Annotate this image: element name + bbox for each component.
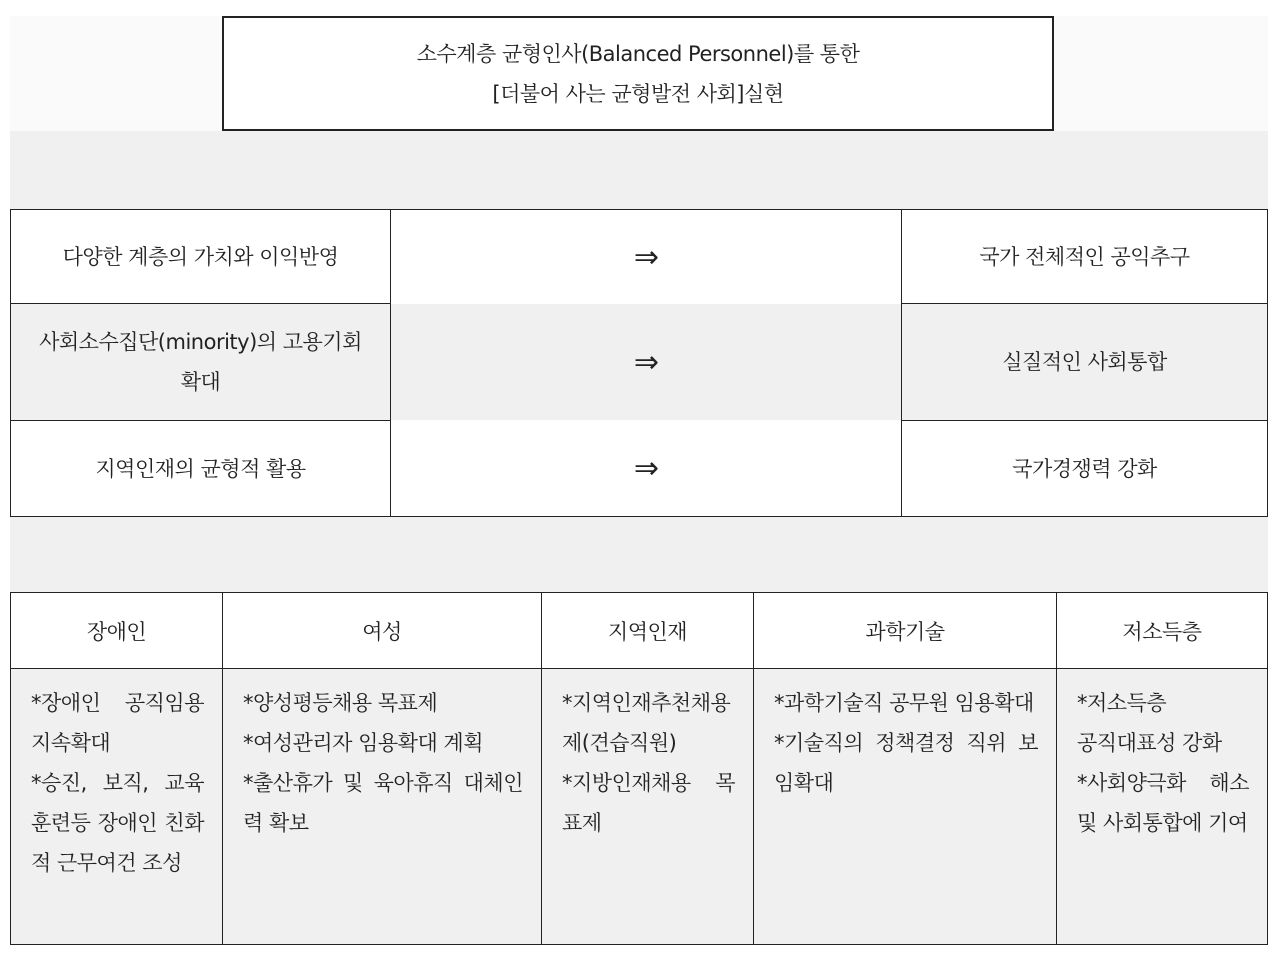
body-low-income	[1056, 668, 1268, 945]
arrow-icon: ⇒	[391, 209, 902, 304]
header-science-tech: 과학기술	[753, 592, 1057, 669]
body-line: *양성평등채용 목표제	[243, 691, 438, 715]
flow-right-1: 국가 전체적인 공익추구	[901, 209, 1268, 304]
header-disabled: 장애인	[10, 592, 223, 669]
body-women	[222, 668, 542, 945]
body-line: *과학기술직 공무원 임용확대	[774, 691, 1034, 715]
arrow-icon: ⇒	[633, 344, 660, 380]
title-box	[222, 16, 1054, 131]
title-line-2: [더불어 사는 균형발전 사회]실현	[492, 81, 784, 106]
flow-left-2	[10, 303, 391, 421]
body-line: *기술직의 정책결정 직위 보임확대	[774, 731, 1038, 795]
body-science-tech	[753, 668, 1057, 945]
body-line: *지역인재추천채용제(견습직원)	[562, 691, 731, 755]
gap-band-2	[10, 516, 1268, 592]
flow-left-1: 다양한 계층의 가치와 이익반영	[10, 209, 391, 304]
arrow-icon: ⇒	[391, 420, 902, 517]
body-disabled	[10, 668, 223, 945]
header-low-income: 저소득층	[1056, 592, 1268, 669]
body-line: *장애인 공직임용 지속확대	[31, 691, 204, 755]
title-line-1: 소수계층 균형인사(Balanced Personnel)를 통한	[416, 41, 860, 66]
flow-left-3: 지역인재의 균형적 활용	[10, 420, 391, 517]
body-line: *저소득층	[1077, 691, 1167, 715]
header-women: 여성	[222, 592, 542, 669]
header-local-talent: 지역인재	[541, 592, 754, 669]
body-line: *출산휴가 및 육아휴직 대체인력 확보	[243, 771, 523, 835]
flow-left-2-line-2: 확대	[180, 370, 221, 394]
body-line: *승진, 보직, 교육훈련등 장애인 친화적 근무여건 조성	[31, 771, 204, 875]
body-line: 공직대표성 강화	[1077, 731, 1222, 755]
body-local-talent	[541, 668, 754, 945]
gap-band-1	[10, 131, 1268, 209]
flow-right-2: 실질적인 사회통합	[901, 303, 1268, 421]
flow-right-3: 국가경쟁력 강화	[901, 420, 1268, 517]
body-line: *지방인재채용 목표제	[562, 771, 735, 835]
flow-left-2-line-1: 사회소수집단(minority)의 고용기회	[39, 330, 362, 354]
body-line: *사회양극화 해소 및 사회통합에 기여	[1077, 771, 1249, 835]
body-line: *여성관리자 임용확대 계획	[243, 731, 483, 755]
